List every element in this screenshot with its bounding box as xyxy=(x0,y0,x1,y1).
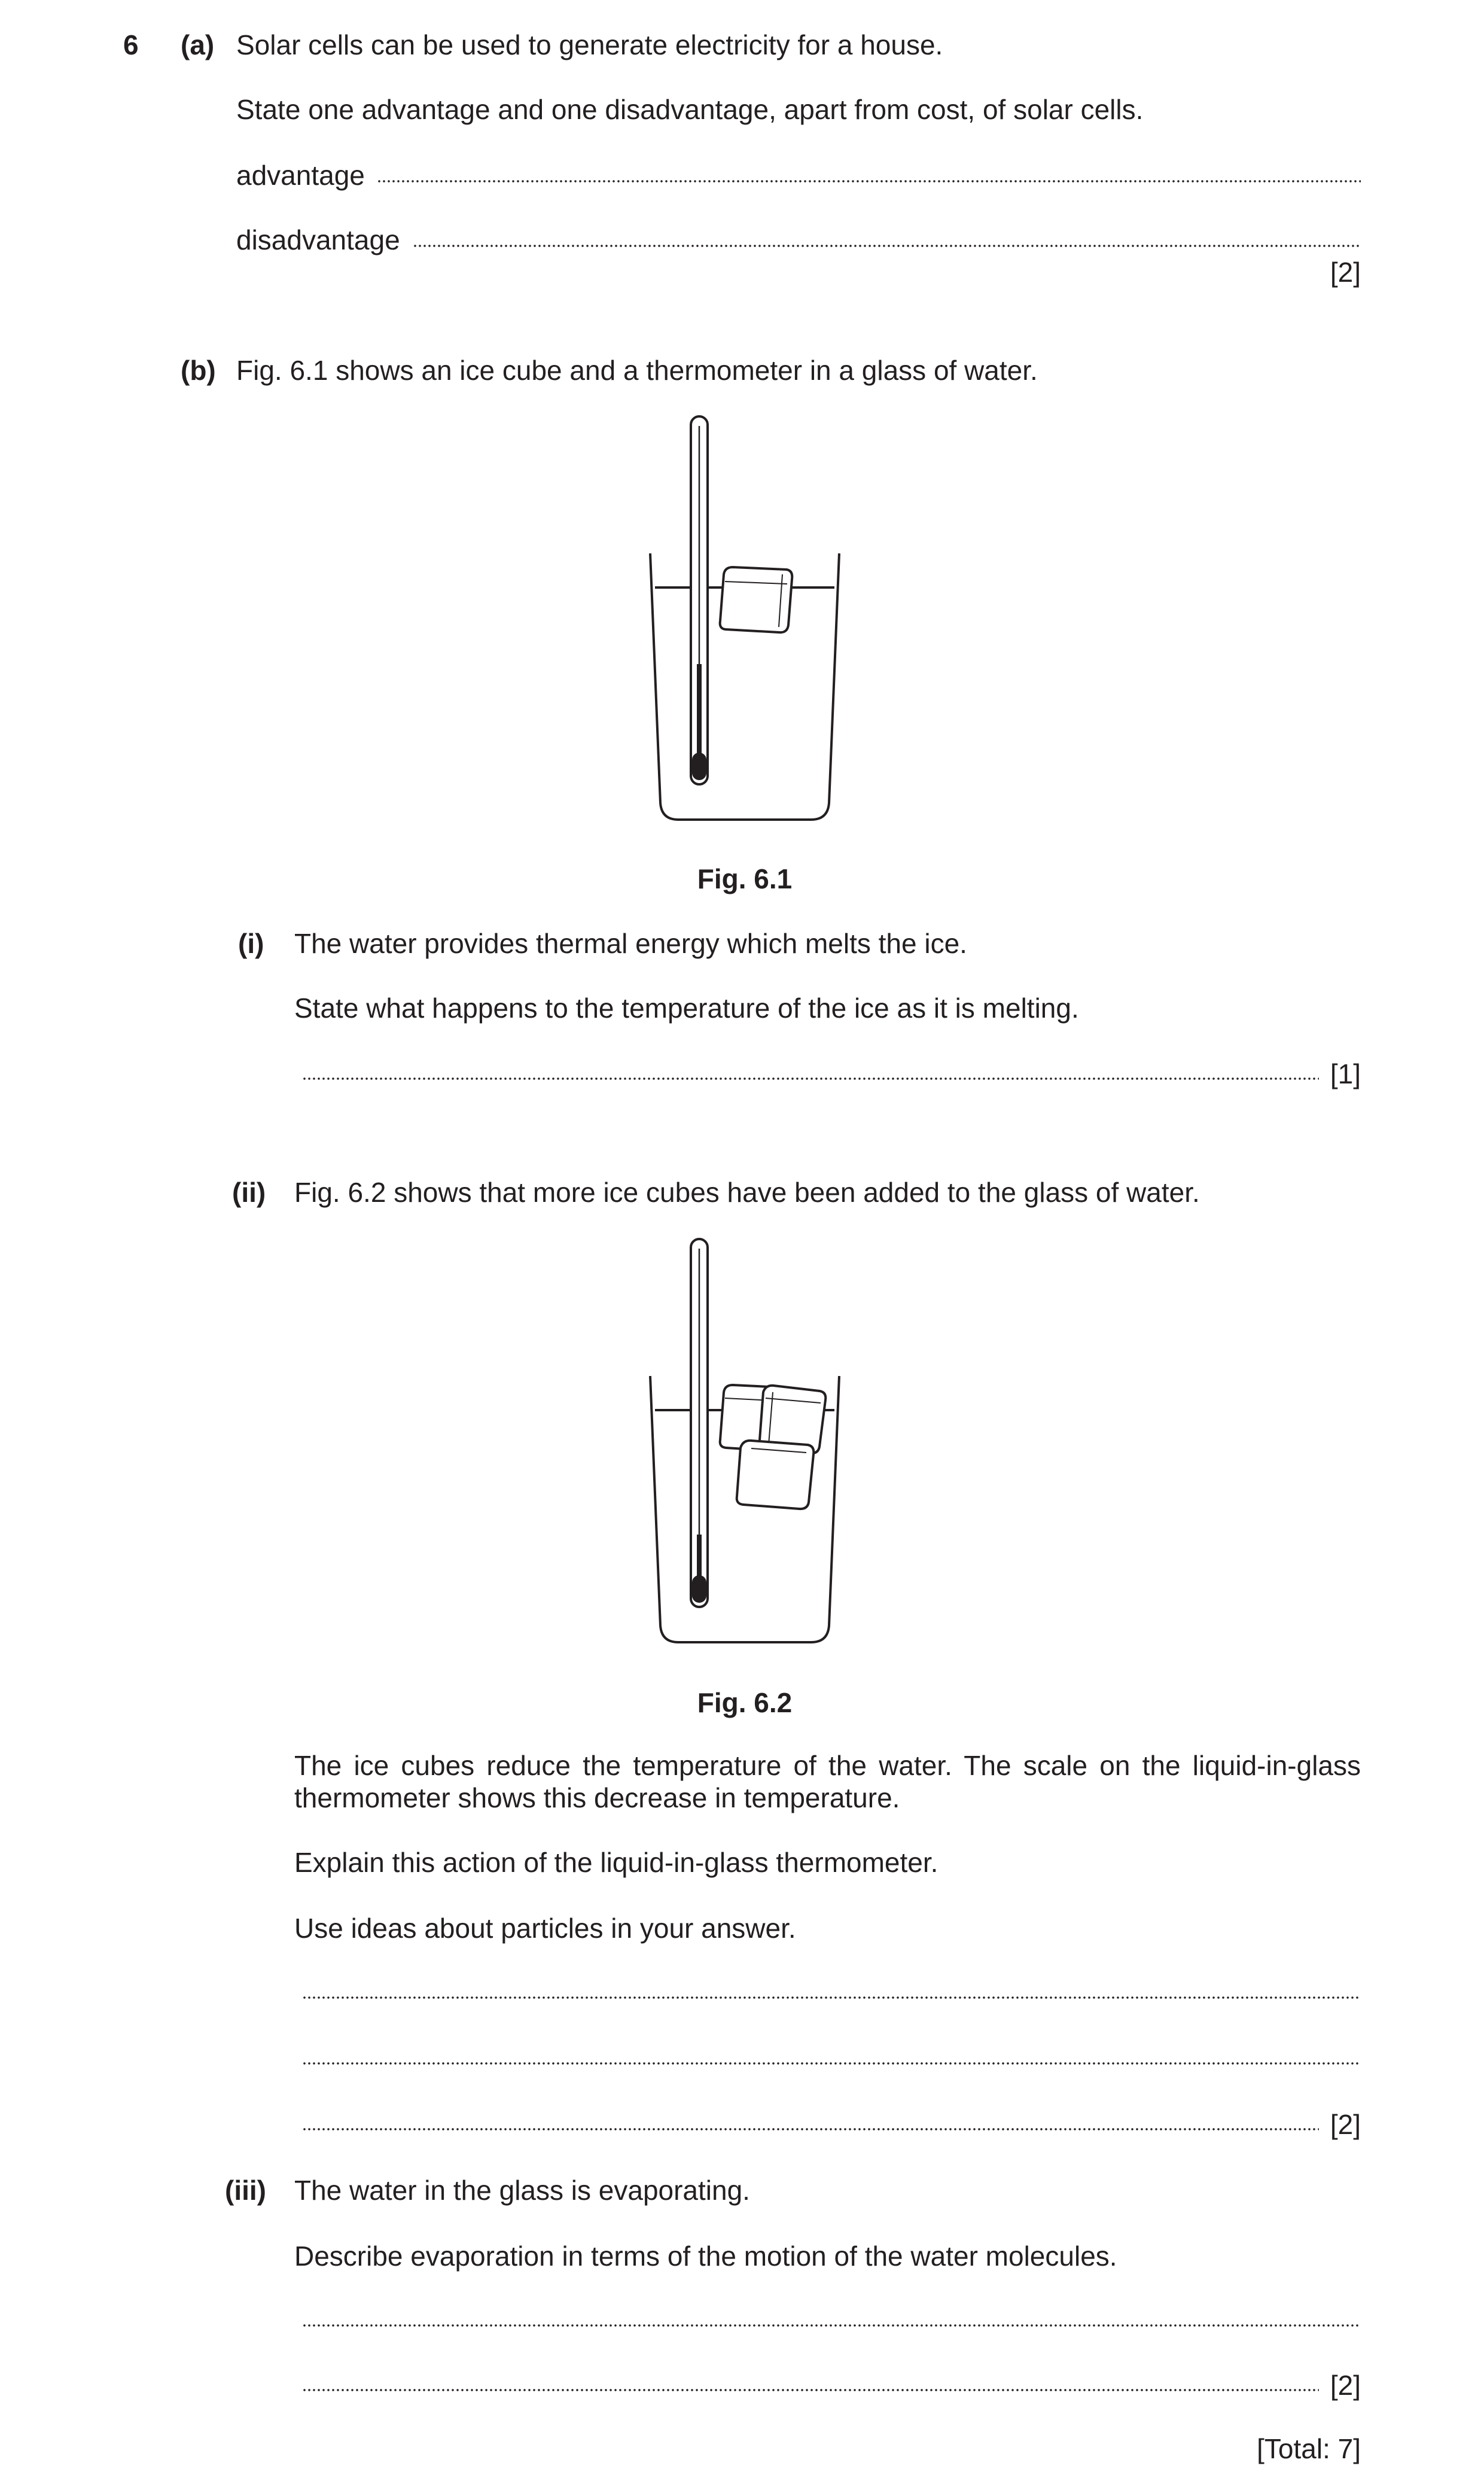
part-a-label: (a) xyxy=(181,29,215,60)
sub-i-label: (i) xyxy=(238,928,264,959)
sub-ii-marks: [2] xyxy=(1330,2109,1361,2140)
part-a-intro: Solar cells can be used to generate electricity for a house. xyxy=(236,29,943,60)
sub-iii-answer-line-2[interactable] xyxy=(302,2388,1319,2392)
sub-ii-answer-line-2[interactable] xyxy=(302,2062,1361,2065)
sub-iii-text2: Describe evaporation in terms of the motion of the water molecules. xyxy=(294,2241,1117,2272)
thermometer-bulb xyxy=(693,1576,705,1602)
thermometer-bulb xyxy=(693,754,705,779)
ice-cube xyxy=(720,567,793,632)
sub-iii-marks: [2] xyxy=(1330,2370,1361,2401)
part-b-intro: Fig. 6.1 shows an ice cube and a thermometer in a glass of water. xyxy=(236,355,1038,386)
figure-6-1 xyxy=(646,413,843,826)
sub-ii-text3: Use ideas about particles in your answer. xyxy=(294,1913,796,1944)
sub-iii-answer-line-1[interactable] xyxy=(302,2324,1361,2327)
sub-ii-text2: Explain this action of the liquid-in-glass thermometer. xyxy=(294,1847,938,1878)
figure-6-2 xyxy=(646,1235,843,1648)
advantage-answer-line[interactable] xyxy=(377,179,1361,183)
sub-ii-text1: The ice cubes reduce the temperature of the water. The scale on the liquid-in-glass thermometer shows this decrease in temperature. xyxy=(294,1750,1361,1813)
fig-6-1-caption: Fig. 6.1 xyxy=(697,863,793,894)
sub-iii-label: (iii) xyxy=(225,2175,266,2206)
sub-i-marks: [1] xyxy=(1330,1058,1361,1089)
sub-i-text1: The water provides thermal energy which melts the ice. xyxy=(294,928,967,959)
fig-6-2-caption: Fig. 6.2 xyxy=(697,1687,793,1718)
part-a-marks: [2] xyxy=(1330,257,1361,288)
sub-ii-intro: Fig. 6.2 shows that more ice cubes have been added to the glass of water. xyxy=(294,1177,1200,1208)
sub-ii-label: (ii) xyxy=(232,1177,266,1208)
advantage-label: advantage xyxy=(236,160,365,191)
part-b-label: (b) xyxy=(181,355,216,386)
sub-i-answer-line[interactable] xyxy=(302,1077,1319,1080)
sub-ii-answer-line-1[interactable] xyxy=(302,1996,1361,1999)
part-a-prompt: State one advantage and one disadvantage, apart from cost, of solar cells. xyxy=(236,94,1144,125)
disadvantage-answer-line[interactable] xyxy=(413,244,1361,248)
disadvantage-label: disadvantage xyxy=(236,224,400,255)
sub-i-text2: State what happens to the temperature of the ice as it is melting. xyxy=(294,993,1079,1024)
total-marks: [Total: 7] xyxy=(1257,2433,1361,2464)
sub-iii-text1: The water in the glass is evaporating. xyxy=(294,2175,750,2206)
question-number: 6 xyxy=(123,29,139,60)
ice-cube xyxy=(737,1441,814,1509)
sub-ii-answer-line-3[interactable] xyxy=(302,2127,1319,2131)
